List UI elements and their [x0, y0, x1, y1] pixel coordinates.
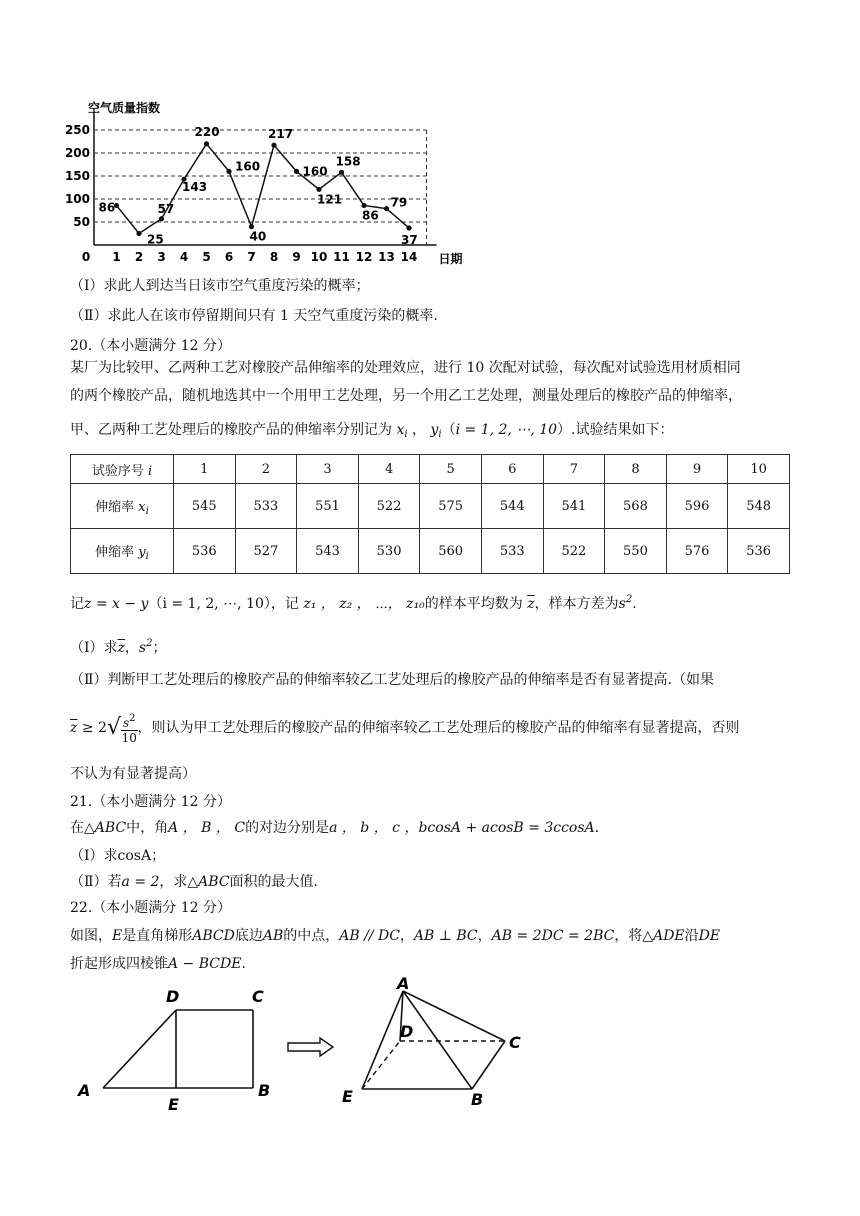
q20-stem1: 某厂为比较甲、乙两种工艺对橡胶产品伸缩率的处理效应，进行 10 次配对试验，每次配对试验选用材质相同	[70, 360, 741, 376]
data-label: 25	[147, 232, 164, 247]
data-label: 37	[401, 232, 418, 247]
data-point	[204, 141, 209, 146]
label-A: A	[78, 1081, 91, 1100]
q20-data-table	[70, 454, 790, 574]
edge-AB	[403, 991, 472, 1089]
air-quality-chart	[60, 95, 480, 270]
y-tick-label: 200	[64, 146, 90, 160]
q20-stem2: 的两个橡胶产品，随机地选其中一个用甲工艺处理，另一个用乙工艺处理，测量处理后的橡胶产品的伸缩率，	[70, 388, 742, 404]
edge-ED	[362, 1041, 400, 1089]
x-tick-label: 1	[112, 250, 121, 264]
label-E: E	[168, 1095, 179, 1114]
edge-BC	[472, 1041, 505, 1089]
label-B: B	[258, 1081, 271, 1100]
q22-heading: 22.（本小题满分 12 分）	[70, 900, 231, 916]
data-label: 40	[249, 229, 267, 244]
data-label: 86	[98, 200, 116, 215]
table-row: 伸缩率 $x_i$ 545 533 551 522 575 544 541 568 596 548	[71, 484, 790, 529]
data-label: 121	[317, 192, 343, 207]
x-tick-label: 4	[179, 250, 189, 264]
x-tick-label: 0	[81, 250, 91, 264]
edge-AC	[403, 991, 505, 1041]
data-label: 160	[235, 159, 261, 174]
table-row: 伸缩率 $y_i$ 536 527 543 530 560 533 522 550 576 536	[71, 529, 790, 574]
x-tick-label: 7	[247, 250, 256, 264]
x-tick-label: 9	[292, 250, 301, 264]
x-tick-label: 13	[378, 250, 395, 264]
x-tick-label: 5	[202, 250, 211, 264]
y-tick-label: 100	[64, 192, 90, 206]
x-tick-label: 2	[134, 250, 144, 264]
q21-part1: （Ⅰ）求cosA；	[70, 848, 166, 864]
x-tick-label: 6	[224, 250, 234, 264]
data-label: 217	[268, 127, 294, 142]
y-tick-label: 50	[73, 215, 90, 229]
data-point	[384, 206, 389, 211]
q19-part1: （Ⅰ）求此人到达当日该市空气重度污染的概率；	[70, 278, 370, 294]
label-A: A	[397, 975, 410, 993]
q20-part2-line3: 不认为有显著提高）	[70, 766, 196, 782]
arrow-icon	[286, 1036, 336, 1058]
label-E: E	[342, 1087, 353, 1106]
data-point	[226, 169, 231, 174]
label-B: B	[471, 1090, 484, 1109]
data-point	[249, 224, 254, 229]
x-axis-label: 日期	[438, 252, 463, 266]
q20-definition: 记z = x − y（i = 1, 2, ⋯, 10），记 z₁ ， z₂ ， ⋯， z₁₀的样本平均数为 $\overline{z}$，样本方差为$s^2$.	[70, 594, 637, 612]
data-point	[361, 203, 366, 208]
label-D: D	[400, 1022, 414, 1041]
data-label: 160	[302, 164, 328, 179]
y-tick-label: 250	[64, 123, 90, 137]
data-point	[271, 143, 276, 148]
label-C: C	[509, 1033, 521, 1052]
q20-stem3: 甲、乙两种工艺处理后的橡胶产品的伸缩率分别记为 $x_i$ ， $y_i(i = 1$, 2, ⋯, 10）.试验结果如下：	[70, 422, 674, 440]
data-point	[159, 216, 164, 221]
q19-part2: （Ⅱ）求此人在该市停留期间只有 1 天空气重度污染的概率.	[70, 308, 438, 324]
table-row: 试验序号 i 1 2 3 4 5 6 7 8 9 10	[71, 455, 790, 484]
q22-stem2: 折起形成四棱锥A − BCDE.	[70, 956, 246, 972]
q21-part2: （Ⅱ）若a = 2，求△ABC面积的最大值.	[70, 874, 318, 890]
q22-stem1: 如图，E是直角梯形ABCD底边AB的中点，AB // DC，AB ⊥ BC，AB = 2DC = 2BC，将△ADE沿DE	[70, 928, 721, 944]
x-tick-label: 8	[269, 250, 279, 264]
q20-part1: （Ⅰ）求$\overline{z}$，$s^2$；	[70, 638, 167, 656]
data-point	[136, 231, 141, 236]
data-point	[339, 170, 344, 175]
x-tick-label: 3	[157, 250, 166, 264]
x-tick-label: 10	[310, 250, 328, 264]
y-axis-label: 空气质量指数	[88, 101, 161, 115]
edge-AE	[362, 991, 403, 1089]
q20-heading: 20.（本小题满分 12 分）	[70, 338, 231, 354]
data-label: 143	[182, 180, 208, 195]
data-label: 220	[194, 124, 220, 139]
q21-heading: 21.（本小题满分 12 分）	[70, 794, 231, 810]
trapezoid-figure	[70, 980, 290, 1115]
data-point	[316, 187, 321, 192]
data-label: 57	[157, 201, 175, 216]
y-tick-label: 150	[64, 169, 90, 183]
data-point	[294, 169, 299, 174]
x-tick-label: 12	[355, 250, 373, 264]
q20-part2-line1: （Ⅱ）判断甲工艺处理后的橡胶产品的伸缩率较乙工艺处理后的橡胶产品的伸缩率是否有显著提高.（如果	[70, 672, 714, 688]
x-tick-label: 11	[333, 250, 350, 264]
edge-AD	[103, 1010, 176, 1088]
pyramid-figure	[330, 975, 540, 1110]
data-point	[406, 225, 411, 230]
label-C: C	[252, 987, 264, 1006]
label-D: D	[166, 987, 180, 1006]
data-label: 86	[362, 208, 379, 223]
q20-part2-line2: $\overline{z} \ge 2√$ $\frac{s^2}{10}$ ，则认为甲工艺处理后的橡胶产品的伸缩率较乙工艺处理后的橡胶产品的伸缩率有显著提高，否则	[70, 712, 740, 745]
data-label: 158	[335, 154, 361, 169]
data-label: 79	[390, 195, 408, 210]
q21-stem: 在△ABC中，角A ， B ， C的对边分别是a ， b ， c ，bcosA + acosB = 3ccosA.	[70, 820, 600, 836]
x-tick-label: 14	[400, 250, 418, 264]
